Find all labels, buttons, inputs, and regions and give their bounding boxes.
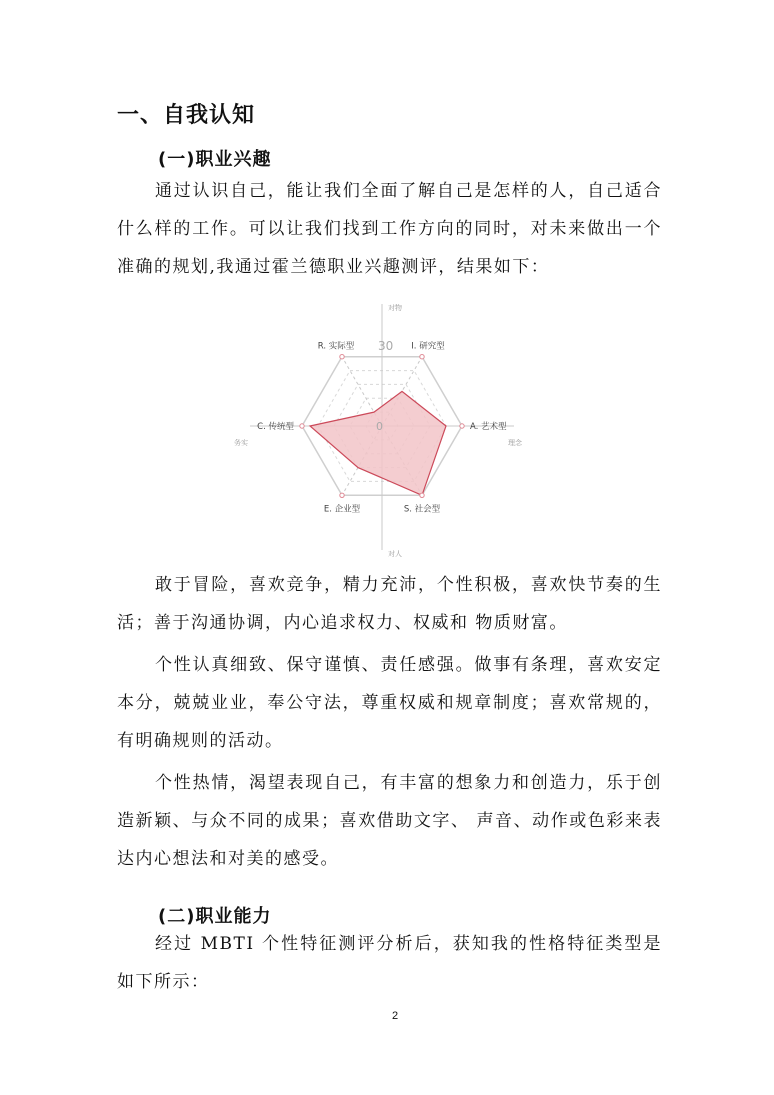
tick-label-min: 0 — [376, 420, 383, 433]
paragraph-conventional: 个性认真细致、保守谨慎、责任感强。做事有条理，喜欢安定本分，兢兢业业，奉公守法，尊重权威和规章制度；喜欢常规的，有明确规则的活动。 — [117, 655, 662, 751]
section-title-career-ability: (二)职业能力 — [158, 906, 272, 927]
direction-label-left: 务实 — [234, 439, 248, 447]
radar-axis-label: C. 传统型 — [257, 422, 294, 432]
page-number: 2 — [391, 1010, 399, 1022]
radar-axis-label: E. 企业型 — [323, 504, 361, 515]
radar-axis-label: A. 艺术型 — [470, 422, 507, 432]
paragraph-artistic: 个性热情，渴望表现自己，有丰富的想象力和创造力，乐于创造新颖、与众不同的成果；喜欢借助文字、 声音、动作或色彩来表达内心想法和对美的感受。 — [117, 773, 662, 869]
tick-label-max: 30 — [378, 339, 394, 353]
radar-axis-label: R. 实际型 — [317, 341, 355, 352]
radar-vertex-dot — [420, 493, 424, 497]
radar-axis-label: I. 研究型 — [411, 341, 445, 352]
radar-vertex-dot — [460, 424, 464, 428]
paragraph-enterprising: 敢于冒险，喜欢竞争，精力充沛，个性积极，喜欢快节奏的生活；善于沟通协调，内心追求权力、权威和 物质财富。 — [117, 575, 662, 633]
radar-vertex-dot — [340, 493, 344, 497]
direction-label-top: 对物 — [388, 304, 402, 312]
mbti-intro-paragraph: 经过 MBTI 个性特征测评分析后，获知我的性格特征类型是如下所示： — [117, 934, 662, 992]
heading-self-awareness: 一、自我认知 — [117, 103, 256, 128]
radar-data-polygon — [310, 391, 446, 495]
radar-vertex-dot — [340, 355, 344, 359]
section-title-career-interest: (一)职业兴趣 — [158, 149, 272, 170]
direction-label-right: 理念 — [508, 439, 522, 447]
intro-paragraph: 通过认识自己，能让我们全面了解自己是怎样的人，自己适合什么样的工作。可以让我们找到工作方向的同时，对未来做出一个准确的规划,我通过霍兰德职业兴趣测评，结果如下： — [117, 181, 662, 277]
radar-vertex-dot — [420, 355, 424, 359]
holland-radar-chart — [230, 300, 550, 560]
radar-axis-label: S. 社会型 — [403, 504, 441, 515]
radar-vertex-dot — [300, 424, 304, 428]
direction-label-bottom: 对人 — [388, 550, 402, 558]
